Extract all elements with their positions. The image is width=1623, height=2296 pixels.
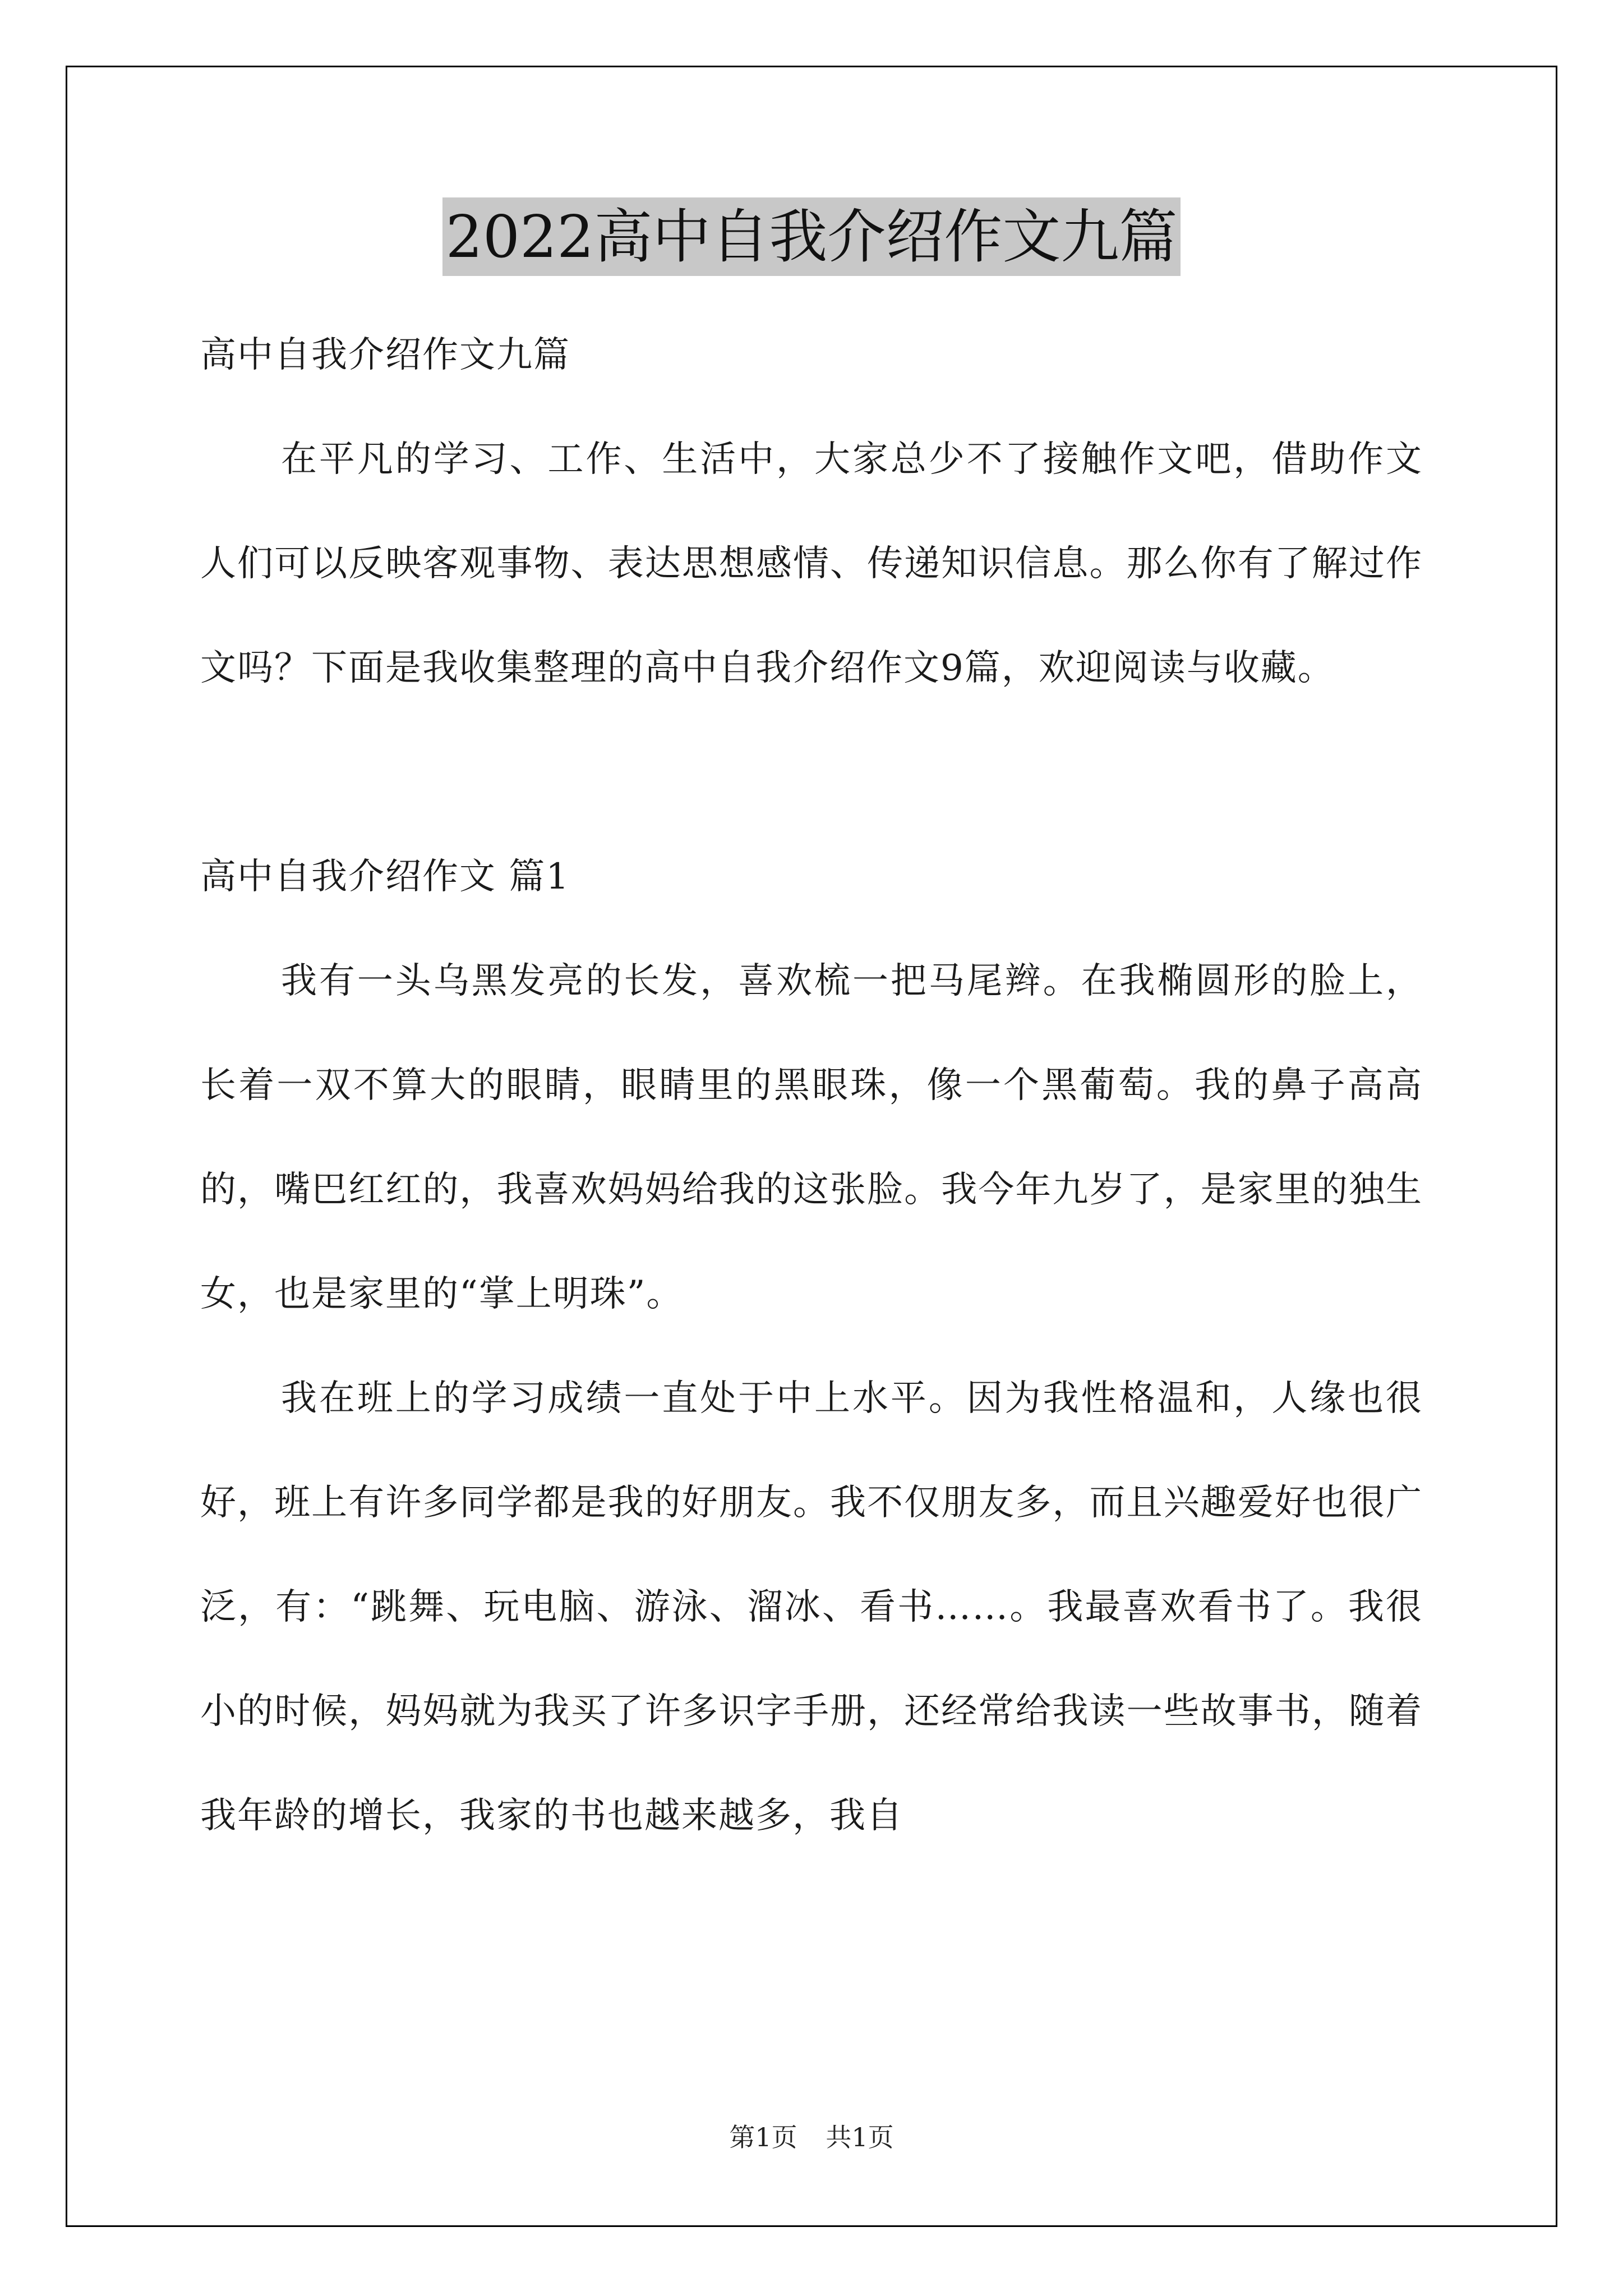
page-footer xyxy=(0,2120,1623,2154)
title-container xyxy=(0,197,1623,276)
document-title: 2022高中自我介绍作文九篇 xyxy=(442,197,1181,276)
document-body xyxy=(200,303,1423,1868)
page-number-total: 共1页 xyxy=(826,2122,894,2152)
page-number-current: 第1页 xyxy=(729,2122,797,2152)
body-paragraph-2: 我在班上的学习成绩一直处于中上水平。因为我性格温和，人缘也很好，班上有许多同学都是我的好朋友。我不仅朋友多，而且兴趣爱好也很广泛，有：“跳舞、玩电脑、游泳、溜冰、看书……。我最喜欢看书了。我很小的时候，妈妈就为我买了许多识字手册，还经常给我读一些故事书，随着我年龄的增长，我家的书也越来越多，我自 xyxy=(200,1378,1423,1837)
intro-paragraph: 在平凡的学习、工作、生活中，大家总少不了接触作文吧，借助作文人们可以反映客观事物、表达思想感情、传递知识信息。那么你有了解过作文吗？下面是我收集整理的高中自我介绍作文9篇，欢迎阅读与收藏。 xyxy=(200,439,1423,689)
section-heading: 高中自我介绍作文 篇1 xyxy=(200,856,570,898)
spacer xyxy=(200,720,1423,825)
body-paragraph-1: 我有一头乌黑发亮的长发，喜欢梳一把马尾辫。在我椭圆形的脸上，长着一双不算大的眼睛，眼睛里的黑眼珠，像一个黑葡萄。我的鼻子高高的，嘴巴红红的，我喜欢妈妈给我的这张脸。我今年九岁了，是家里的独生女，也是家里的“掌上明珠”。 xyxy=(200,960,1423,1315)
subtitle: 高中自我介绍作文九篇 xyxy=(200,334,570,376)
